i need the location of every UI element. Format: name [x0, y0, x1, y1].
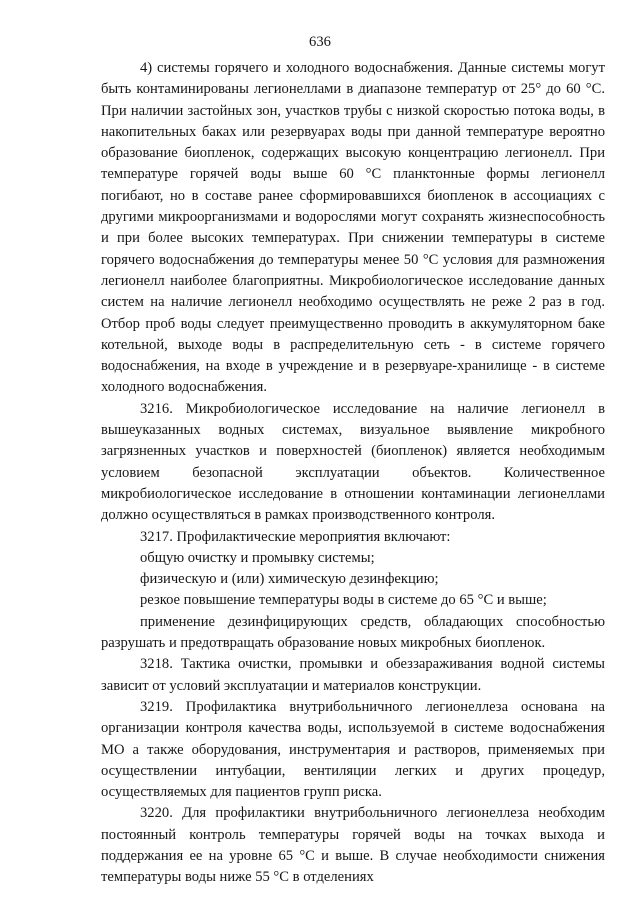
- paragraph-3216: 3216. Микробиологическое исследование на наличие легионелл в вышеуказанных водных системах, визуальное выявление микробного загрязненных участков и поверхностей (биопленок) является необходимым условием безопасной эксплуатации объектов. Количественное микробиологическое исследование в отношении контаминации легионеллами должно осуществляться в рамках производственного контроля.: [101, 400, 605, 524]
- paragraph-disinfectants: применение дезинфицирующих средств, обладающих способностью разрушать и предотвращать образование новых микробных биопленок.: [101, 613, 605, 652]
- paragraph-3218: 3218. Тактика очистки, промывки и обеззараживания водной системы зависит от условий эксплуатации и материалов конструкции.: [101, 656, 605, 694]
- list-item: резкое повышение температуры воды в системе до 65 °С и выше;: [140, 592, 547, 609]
- paragraph-3220: 3220. Для профилактики внутрибольничного легионеллеза необходим постоянный контроль температуры горячей воды на точках выхода и поддержания ее на уровне 65 °С и выше. В случае необходимости снижения температуры воды ниже 55 °С в отделениях: [101, 805, 605, 886]
- paragraph-3217: 3217. Профилактические мероприятия включают:: [140, 528, 451, 545]
- page-number: 636: [309, 34, 331, 50]
- document-body: [101, 58, 605, 889]
- list-item: физическую и (или) химическую дезинфекцию;: [140, 571, 439, 588]
- paragraph-water-systems: 4) системы горячего и холодного водоснабжения. Данные системы могут быть контаминированы легионеллами в диапазоне температур от 25° до 60 °С. При наличии застойных зон, участков трубы с низкой скоростью потока воды, в накопительных баках или резервуарах воды при данной температуре вероятно образование биопленок, содержащих высокую концентрацию легионелл. При температуре горячей воды выше 60 °С планктонные формы легионелл погибают, но в составе ранее сформировавшихся биопленок в ассоциациях с другими микроорганизмами и водорослями могут сохранять жизнеспособность и при более высоких температурах. При снижении температуры в системе горячего водоснабжения до температуры менее 50 °С условия для размножения легионелл наиболее благоприятны. Микробиологическое исследование данных систем на наличие легионелл необходимо осуществлять не реже 2 раз в год. Отбор проб воды следует преимущественно проводить в аккумуляторном баке котельной, выходе воды в распределительную сеть - в системе горячего водоснабжения, на входе в учреждение и в резервуаре-хранилище - в системе холодного водоснабжения.: [101, 60, 605, 396]
- list-item: общую очистку и промывку системы;: [140, 549, 375, 566]
- paragraph-3219: 3219. Профилактика внутрибольничного легионеллеза основана на организации контроля качества воды, используемой в системе водоснабжения МО а также оборудования, инструментария и растворов, применяемых при осуществлении интубации, вентиляции легких и других процедур, осуществляемых для пациентов групп риска.: [101, 698, 605, 801]
